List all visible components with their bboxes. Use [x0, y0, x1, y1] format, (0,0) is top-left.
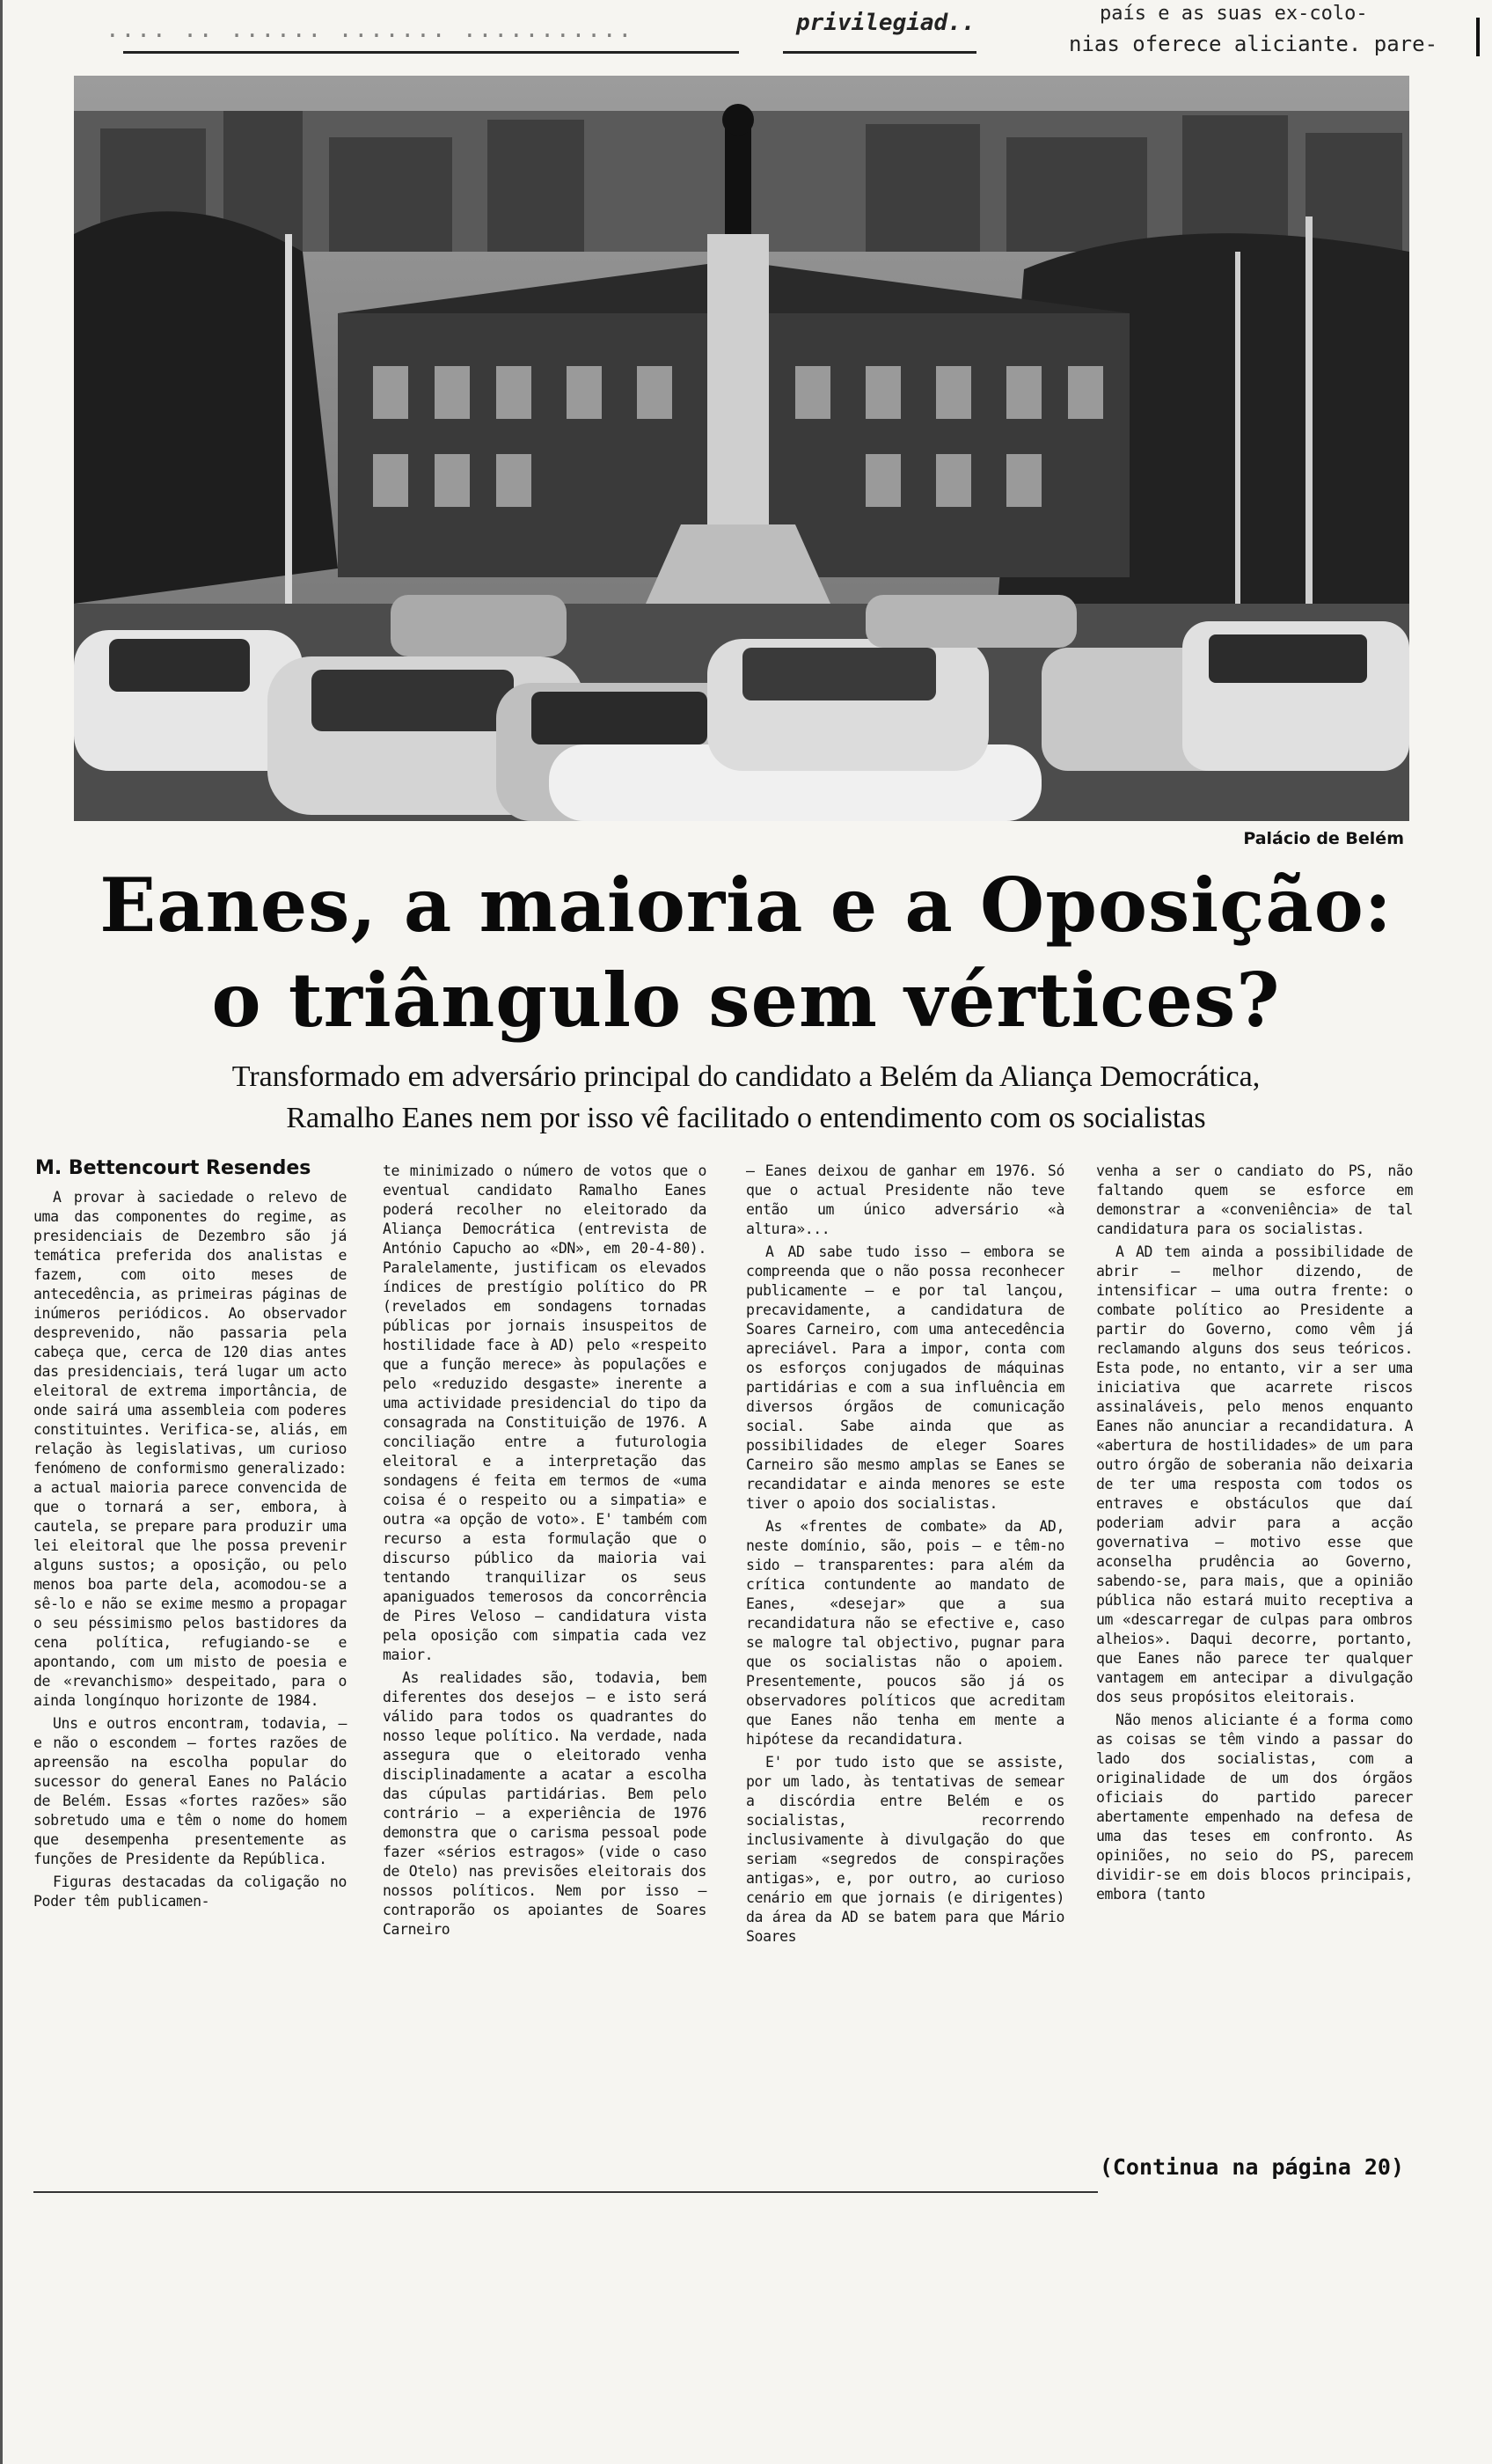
top-fragment-mid: privilegiad.. [796, 10, 976, 36]
article-column-4 [1096, 1162, 1413, 1908]
photo-illustration [74, 76, 1409, 821]
subheadline-line-2: Ramalho Eanes nem por isso vê facilitado o entendimento com os socialistas [286, 1102, 1206, 1134]
page-edge-mark [1476, 18, 1480, 56]
previous-article-strip [0, 0, 1492, 63]
top-rule-left [123, 51, 739, 54]
subheadline [0, 1056, 1492, 1139]
article-column-3 [746, 1162, 1064, 1950]
article-paragraph: — Eanes deixou de ganhar em 1976. Só que o actual Presidente não teve então um único adversário «à altura»... [746, 1162, 1064, 1237]
article-paragraph: As realidades são, todavia, bem diferentes dos desejos — e isto será válido para todos os quadrantes do nosso leque político. Na verdade, nada assegura que o eleitorado venha disciplinadamente a acatar a escolha das cúpulas partidárias. Bem pelo contrário — a experiência de 1976 demonstra que o carisma pessoal pode fazer «sérios estragos» (vide o caso de Otelo) nas previsões eleitorais dos nossos políticos. Nem por isso — contraporão os apoiantes de Soares Carneiro [383, 1669, 706, 1938]
top-fragment-right-2: nias oferece aliciante. pare- [1069, 32, 1438, 56]
article-paragraph: Figuras destacadas da coligação no Poder têm publicamen- [33, 1874, 347, 1910]
top-fragment-right-1: país e as suas ex-colo- [1100, 3, 1368, 25]
continuation-note: (Continua na página 20) [1099, 2154, 1404, 2180]
headline-line-2: o triângulo sem vértices? [211, 957, 1281, 1044]
bottom-rule [33, 2191, 1098, 2193]
page-edge [0, 0, 3, 2464]
article-paragraph: E' por tudo isto que se assiste, por um lado, às tentativas de semear a discórdia entre Belém e os socialistas, recorrendo inclusivamente à divulgação do que seriam «segredos de conspirações antigas», e, por outro, ao curioso cenário em que jornais (e dirigentes) da área da AD se batem para que Mário Soares [746, 1754, 1064, 1945]
subheadline-line-1: Transformado em adversário principal do candidato a Belém da Aliança Democrática, [231, 1060, 1261, 1093]
top-fragment-left: .... .. ...... ....... ........... [106, 17, 634, 43]
photo-caption: Palácio de Belém [1243, 829, 1404, 848]
article-paragraph: As «frentes de combate» da AD, neste domínio, são, pois — e têm-no sido — transparentes: para além da crítica contundente ao mandato de Eanes, «desejar» que a sua recandidatura não se efective e, caso se malogre tal objectivo, pugnar para que os socialistas não o apoiem. Presentemente, poucos são já os observadores políticos que acreditam que Eanes não tenha em mente a hipótese da recandidatura. [746, 1518, 1064, 1748]
belem-palace-photo [74, 76, 1409, 821]
headline [0, 858, 1492, 1048]
article-paragraph: A AD tem ainda a possibilidade de abrir — melhor dizendo, de intensificar — uma outra frente: o combate político ao Presidente a partir do Governo, como vêm já reclamando alguns dos seus teóricos. Esta pode, no entanto, vir a ser uma iniciativa que acarrete riscos assinaláveis, pelo menos enquanto Eanes não anunciar a recandidatura. A «abertura de hostilidades» de um para outro órgão de soberania não deixaria de ter uma resposta com todos os entraves e obstáculos que daí poderiam advir para a acção governativa — motivo esse que aconselha prudência ao Governo, sabendo-se, para mais, que a opinião pública não estará muito receptiva a um «descarregar de culpas para ombros alheios». Daqui decorre, portanto, que Eanes não parece ter qualquer vantagem em antecipar a divulgação dos seus propósitos eleitorais. [1096, 1243, 1413, 1705]
headline-line-1: Eanes, a maioria e a Oposição: [99, 862, 1393, 949]
article-paragraph: te minimizado o número de votos que o eventual candidato Ramalho Eanes poderá recolher no eleitorado da Aliança Democrática (entrevista de António Capucho ao «DN», em 20-4-80). Paralelamente, justificam os elevados índices de prestígio político do PR (revelados em sondagens tornadas públicas por jornais insuspeitos de hostilidade face à AD) pelo «respeito que a função merece» às populações e pelo «reduzido desgaste» inerente a uma actividade presidencial do tipo da consagrada na Constituição de 1976. A conciliação entre a futurologia eleitoral e a interpretação das sondagens é feita em termos de «uma coisa é o respeito ou a simpatia» e outra «a opção de voto». E' também com recurso a esta formulação que o discurso público da maioria vai tentando tranquilizar os seus apaniguados temerosos da concorrência de Pires Veloso — candidatura vista pela oposição com simpatia cada vez maior. [383, 1162, 706, 1663]
article-column-2 [383, 1162, 706, 1943]
article-paragraph: A AD sabe tudo isso — embora se compreenda que o não possa reconhecer publicamente — e por tal lançou, precavidamente, a candidatura de Soares Carneiro, com uma antecedência apreciável. Para a impor, conta com os esforços conjugados de máquinas partidárias e com a sua influência em diversos órgãos de comunicação social. Sabe ainda que as possibilidades de eleger Soares Carneiro são mesmo amplas se Eanes se recandidatar e ainda menores se este tiver o apoio dos socialistas. [746, 1243, 1064, 1512]
article-column-1 [33, 1188, 347, 1915]
article-paragraph: A provar à saciedade o relevo de uma das componentes do regime, as presidenciais de Dezembro são já temática preferida dos analistas e fazem, com oito meses de antecedência, as primeiras páginas de inúmeros periódicos. Ao observador desprevenido, não passaria pela cabeça que, cerca de 120 dias antes das presidenciais, terá lugar um acto eleitoral de extrema importância, de onde sairá uma assembleia com poderes constituintes. Verifica-se, aliás, em relação às legislativas, um curioso fenómeno de conformismo generalizado: a actual maioria parece convencida de que o tornará a ser, embora, à cautela, se prepare para produzir uma lei eleitoral que lhe possa prevenir alguns sustos; a oposição, ou pelo menos boa parte dela, acomodou-se a sê-lo e não se exime mesmo a propagar o seu péssimismo pelos bastidores da cena política, refugiando-se e apontando, com um misto de poesia e de «revanchismo» despeitado, para o ainda longínquo horizonte de 1984. [33, 1189, 347, 1709]
article-paragraph: Não menos aliciante é a forma como as coisas se têm vindo a passar do lado dos socialistas, com a originalidade de um dos órgãos oficiais do partido parecer abertamente empenhado na defesa de uma das teses em confronto. As opiniões, no seio do PS, parecem dividir-se em dois blocos principais, embora (tanto [1096, 1712, 1413, 1903]
article-paragraph: Uns e outros encontram, todavia, — e não o escondem — fortes razões de apreensão na escolha popular do sucessor do general Eanes no Palácio de Belém. Essas «fortes razões» são sobretudo uma e têm o nome do homem que desempenha presentemente as funções de Presidente da República. [33, 1715, 347, 1867]
article-paragraph: venha a ser o candiato do PS, não faltando quem se esforce em demonstrar a «conveniência» de tal candidatura para os socialistas. [1096, 1162, 1413, 1237]
top-rule-mid [783, 51, 976, 54]
author-byline: M. Bettencourt Resendes [35, 1157, 311, 1179]
